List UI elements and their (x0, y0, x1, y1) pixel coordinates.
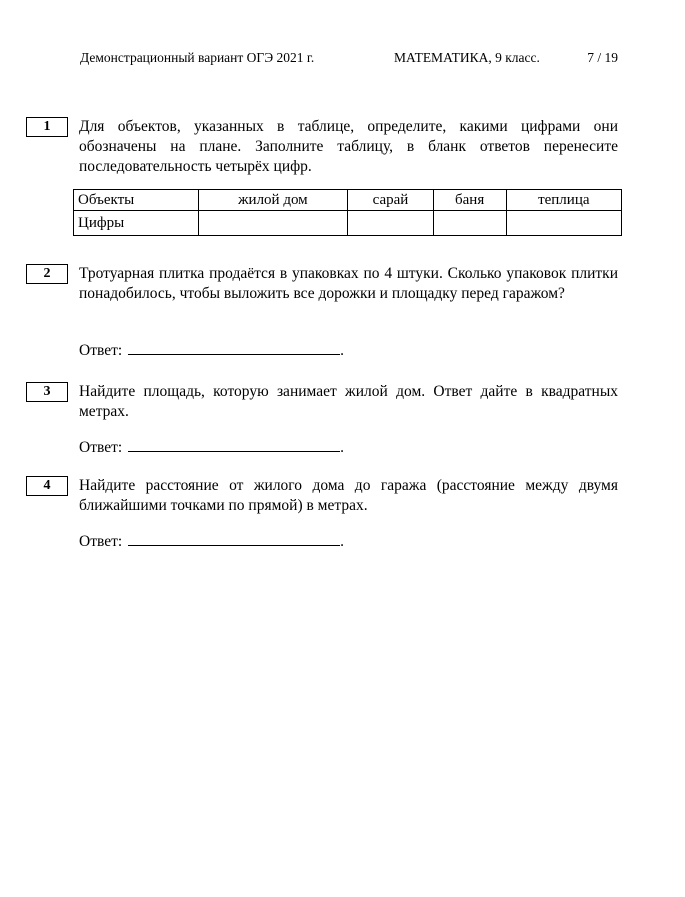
digit-cell[interactable] (506, 211, 621, 236)
task-text: Для объектов, указанных в таблице, определите, какими цифрами они обозначены на плане. Заполните таблицу, в бланк ответов перенесите последовательность четырёх цифр. (79, 118, 618, 175)
answer-line (79, 437, 344, 457)
answer-label: Ответ: (79, 439, 123, 456)
task-number: 3 (26, 382, 68, 402)
table-header-cell: Объекты (74, 190, 199, 211)
task-number: 4 (26, 476, 68, 496)
digit-cell[interactable] (433, 211, 506, 236)
table-row (74, 190, 622, 211)
table-header-cell: жилой дом (198, 190, 348, 211)
task-text: Найдите площадь, которую занимает жилой дом. Ответ дайте в квадратных метрах. (79, 383, 618, 420)
answer-label: Ответ: (79, 342, 123, 359)
table-header-cell: теплица (506, 190, 621, 211)
task-number: 1 (26, 117, 68, 137)
page-header (80, 50, 618, 68)
answer-end: . (340, 533, 345, 550)
digit-cell[interactable] (198, 211, 348, 236)
table-row-label: Цифры (74, 211, 199, 236)
answer-field[interactable] (128, 531, 340, 546)
answer-end: . (340, 439, 345, 456)
answer-field[interactable] (128, 437, 340, 452)
table-row (74, 211, 622, 236)
task-number: 2 (26, 264, 68, 284)
objects-table (73, 189, 622, 236)
digit-cell[interactable] (348, 211, 433, 236)
answer-end: . (340, 342, 345, 359)
header-exam-title: Демонстрационный вариант ОГЭ 2021 г. (80, 50, 315, 65)
table-header-cell: баня (433, 190, 506, 211)
answer-line (79, 531, 344, 551)
answer-line (79, 340, 344, 360)
answer-field[interactable] (128, 340, 340, 355)
header-subject: МАТЕМАТИКА, 9 класс. (394, 50, 540, 65)
task-text: Тротуарная плитка продаётся в упаковках по 4 штуки. Сколько упаковок плитки понадобилось, чтобы выложить все дорожки и площадку перед гаражом? (79, 265, 618, 302)
table-header-cell: сарай (348, 190, 433, 211)
task-text: Найдите расстояние от жилого дома до гаража (расстояние между двумя ближайшими точками по прямой) в метрах. (79, 477, 618, 514)
answer-label: Ответ: (79, 533, 123, 550)
header-page-number: 7 / 19 (587, 50, 618, 65)
